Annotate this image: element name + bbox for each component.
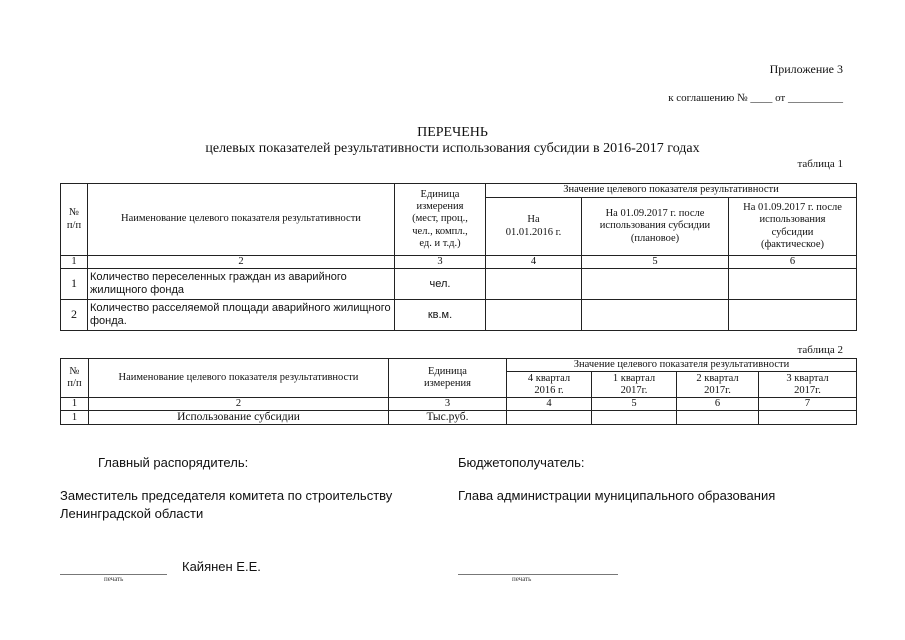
table2-index-cell: 5 [592, 398, 677, 411]
table2-index-cell: 7 [759, 398, 857, 411]
table2 [60, 358, 857, 425]
table1-cell-empty [729, 300, 857, 331]
table1-header-col5: На 01.09.2017 г. после использования субсидии (плановое) [582, 198, 729, 256]
left-position-line1: Заместитель председателя комитета по строительству [60, 488, 393, 503]
right-position-line: Глава администрации муниципального образования [458, 488, 776, 503]
table2-header-col5: 1 квартал 2017г. [592, 372, 677, 398]
table1-index-cell: 1 [61, 256, 88, 269]
table1-header-unit: Единица измерения (мест, проц., чел., компл., ед. и т.д.) [395, 184, 486, 256]
right-stamp-label: печать [512, 575, 532, 583]
table1-header-col4: На 01.01.2016 г. [486, 198, 582, 256]
table1-cell-empty [486, 269, 582, 300]
page-subtitle: целевых показателей результативности использования субсидии в 2016-2017 годах [205, 141, 700, 156]
table1-cell-empty [486, 300, 582, 331]
table2-header-col4: 4 квартал 2016 г. [507, 372, 592, 398]
table2-row-name: Использование субсидии [89, 411, 389, 425]
agreement-label: к соглашению № ____ от __________ [668, 92, 843, 104]
table-row [61, 411, 857, 425]
table2-cell-empty [507, 411, 592, 425]
table2-cell-empty [592, 411, 677, 425]
table1-cell-empty [729, 269, 857, 300]
table1-row-num: 1 [61, 269, 88, 300]
right-signature-line [458, 574, 618, 575]
table1 [60, 183, 857, 331]
table1-header-col6: На 01.09.2017 г. после использования субсидии (фактическое) [729, 198, 857, 256]
left-stamp-label: печать [104, 575, 124, 583]
table2-index-cell: 4 [507, 398, 592, 411]
table2-cell-empty [759, 411, 857, 425]
table1-row-unit: кв.м. [395, 300, 486, 331]
table1-row-num: 2 [61, 300, 88, 331]
table2-index-cell: 1 [61, 398, 89, 411]
table-row [61, 300, 857, 331]
table2-header-group: Значение целевого показателя результативности [507, 359, 857, 372]
left-position-line2: Ленинградской области [60, 506, 204, 521]
right-role-label: Бюджетополучатель: [458, 455, 585, 470]
table1-header-name: Наименование целевого показателя результативности [88, 184, 395, 256]
table2-caption: таблица 2 [797, 344, 843, 356]
table1-index-cell: 2 [88, 256, 395, 269]
table1-header-group: Значение целевого показателя результативности [486, 184, 857, 198]
table1-index-cell: 3 [395, 256, 486, 269]
page-title: ПЕРЕЧЕНЬ [417, 125, 488, 140]
left-role-label: Главный распорядитель: [98, 455, 249, 470]
table1-index-cell: 6 [729, 256, 857, 269]
table2-index-row [61, 398, 857, 411]
appendix-label: Приложение 3 [769, 62, 843, 76]
table2-index-cell: 2 [89, 398, 389, 411]
table2-row-num: 1 [61, 411, 89, 425]
table1-index-cell: 4 [486, 256, 582, 269]
table2-index-cell: 6 [677, 398, 759, 411]
table2-index-cell: 3 [389, 398, 507, 411]
table-row [61, 269, 857, 300]
table2-header-name: Наименование целевого показателя результативности [89, 359, 389, 398]
table2-header-col6: 2 квартал 2017г. [677, 372, 759, 398]
table2-header-col7: 3 квартал 2017г. [759, 372, 857, 398]
table1-cell-empty [582, 269, 729, 300]
table2-header-unit: Единица измерения [389, 359, 507, 398]
table1-row-name: Количество переселенных граждан из аварийного жилищного фонда [88, 269, 395, 300]
table1-row-name: Количество расселяемой площади аварийного жилищного фонда. [88, 300, 395, 331]
left-signer-name: Кайянен Е.Е. [182, 559, 261, 574]
table1-cell-empty [582, 300, 729, 331]
table2-row-unit: Тыс.руб. [389, 411, 507, 425]
table2-header-num: № п/п [61, 359, 89, 398]
table1-header-num: № п/п [61, 184, 88, 256]
table1-index-cell: 5 [582, 256, 729, 269]
table1-caption: таблица 1 [797, 158, 843, 170]
table1-index-row [61, 256, 857, 269]
table1-row-unit: чел. [395, 269, 486, 300]
table2-cell-empty [677, 411, 759, 425]
